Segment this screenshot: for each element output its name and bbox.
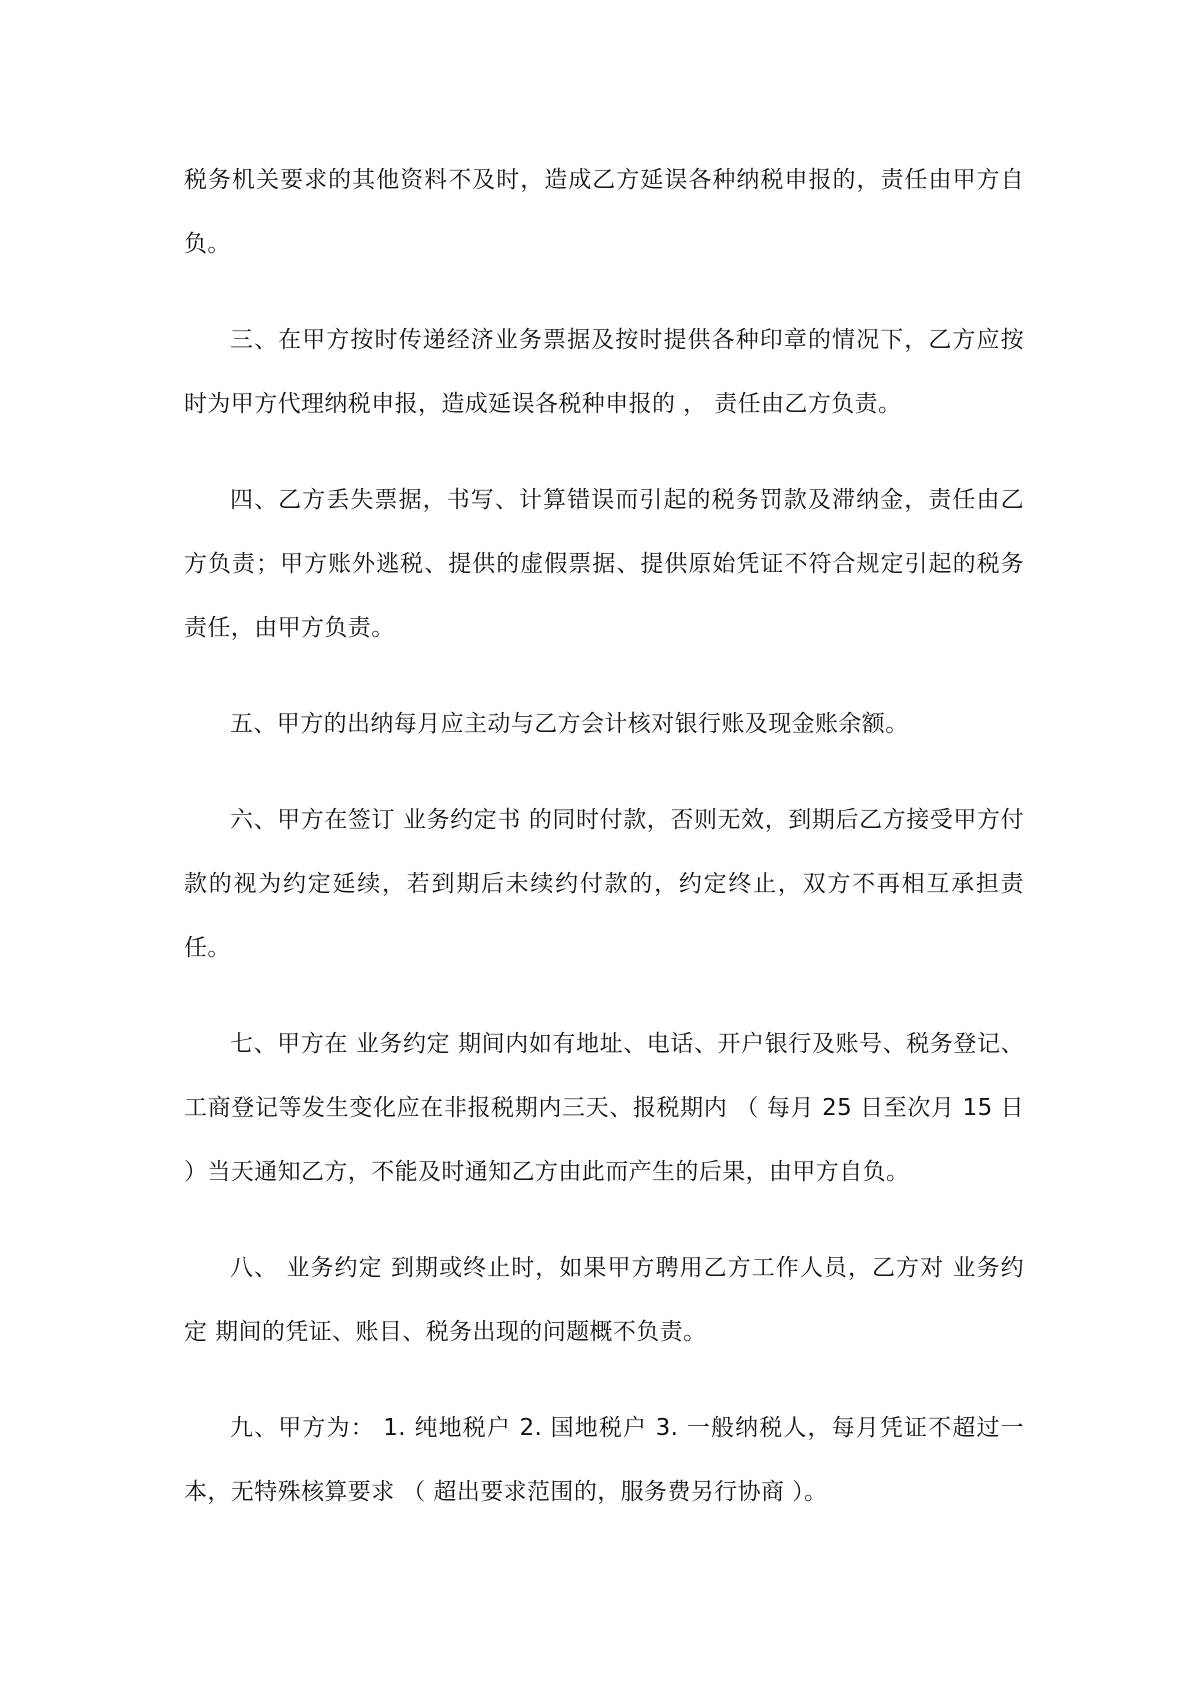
clause-3: 三、在甲方按时传递经济业务票据及按时提供各种印章的情况下，乙方应按时为甲方代理纳税申报，造成延误各税种申报的 ， 责任由乙方负责。 (184, 327, 1024, 417)
clause-5: 五、甲方的出纳每月应主动与乙方会计核对银行账及现金账余额。 (230, 711, 909, 737)
document-body (184, 148, 1024, 1556)
clause-9: 九、甲方为： 1. 纯地税户 2. 国地税户 3. 一般纳税人，每月凭证不超过一本，无特殊核算要求 （ 超出要求范围的，服务费另行协商 ）。 (184, 1415, 1024, 1505)
clause-4: 四、乙方丢失票据，书写、计算错误而引起的税务罚款及滞纳金，责任由乙方负责；甲方账外逃税、提供的虚假票据、提供原始凭证不符合规定引起的税务责任，由甲方负责。 (184, 487, 1024, 641)
paragraph-continuation: 税务机关要求的其他资料不及时，造成乙方延误各种纳税申报的，责任由甲方自负。 (184, 167, 1024, 257)
clause-8: 八、 业务约定 到期或终止时，如果甲方聘用乙方工作人员，乙方对 业务约定 期间的凭证、账目、税务出现的问题概不负责。 (184, 1255, 1024, 1345)
clause-7: 七、甲方在 业务约定 期间内如有地址、电话、开户银行及账号、税务登记、工商登记等发生变化应在非报税期内三天、报税期内 （ 每月 25 日至次月 15 日 ）当天通知乙方，不能及时通知乙方由此而产生的后果，由甲方自负。 (184, 1031, 1024, 1185)
clause-6: 六、甲方在签订 业务约定书 的同时付款，否则无效，到期后乙方接受甲方付款的视为约定延续，若到期后未续约付款的，约定终止，双方不再相互承担责任。 (184, 807, 1024, 961)
